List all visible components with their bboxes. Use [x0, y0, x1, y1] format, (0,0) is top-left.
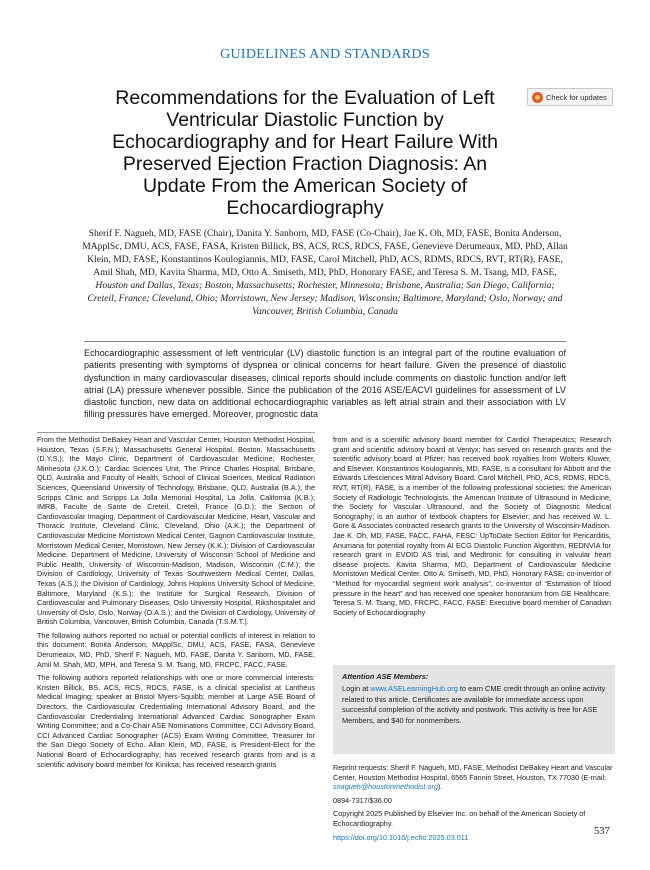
reprint-text: Reprint requests: Sherif F. Nagueh, MD, FASE, Methodist DeBakey Heart and Vascular Center, Houston Methodist Hospital, 6565 Fannin Street, Houston, TX 77030 (E-mail:	[333, 763, 613, 782]
footnotes-left-column	[37, 432, 315, 773]
ase-box-title: Attention ASE Members:	[342, 672, 429, 681]
ase-box-text	[342, 684, 606, 726]
doi-link[interactable]: https://doi.org/10.1016/j.echo.2025.03.011	[333, 832, 469, 842]
check-for-updates-label: Check for updates	[546, 92, 607, 102]
reprint-info	[333, 763, 615, 846]
reprint-text-end: ).	[437, 782, 443, 792]
no-conflicts-statement: The following authors reported no actual or potential conflicts of interest in relation to this document: Bonita Anderson, MApplSc, DMU, ACS, FASE, FASA, Genevieve Derumeaux, MD, PhD, Sherif F. Nagueh, MD, FASE, Danita Y. Sanborn, MD, FASE, Amil M. Shah, MD, MPH, and Teresa S. M. Tsang, MD, FRCPC, FACC, FASE.	[37, 630, 315, 669]
relationships-statement: The following authors reported relationships with one or more commercial interests: Kristen Billick, BS, ACS, RCS, RDCS, FASE, is a clinical specialist at Lantheus Medical Imaging; speaker at Bristol Myers-Squibb; member at Large ASE Board of Directors, the Cardiovascular Credentialing International Advisory Board, and the Cardiovascular Credentialing International Advanced Cardiac Sonographer Exam Writing Committee; and a Co-Chair ASE Nominations Committee, CCI Advisory Board, CCI Advanced Cardiac Sonographer (ACS) Exam Writing Committee, Treasurer for the San Diego Society of Echo. Allan Klein, MD, FASE, is President-Elect for the National Board of Echocardiography; has received research grants from and is a scientific advisory board member for Kiniksa; has received research grants	[37, 673, 315, 769]
copyright: Copyright 2025 Published by Elsevier Inc. on behalf of the American Society of Echocardiography.	[333, 809, 586, 828]
ase-members-box	[333, 665, 615, 754]
crossmark-icon	[532, 92, 543, 103]
abstract: Echocardiographic assessment of left ventricular (LV) diastolic function is an integral part of the routine evaluation of patients presenting with symptoms of dyspnea or clinical concerns for heart failure. Given the presence of diastolic dysfunction in many cardiovascular diseases, clinical reports should include comments on diastolic function and/or left atrial (LA) pressure whenever possible. Since the publication of the 2016 ASE/EACVI guidelines for assessment of LV diastolic function, new data on additional echocardiographic variables as left atrial strain and their association with LV filling pressures have emerged. Moreover, prognostic data	[84, 341, 566, 423]
reprint-requests	[333, 763, 615, 792]
article-title: Recommendations for the Evaluation of Left Ventricular Diastolic Function by Echocardiography and for Heart Failure With Preserved Ejection Fraction Diagnosis: An Update From the American Society of Echocardiography	[112, 87, 498, 219]
relationships-continued: from and is a scientific advisory board member for Cardiol Therapeutics; Research grant and scientific advisory board at Ventyx; has served on research grants and the scientific advisory board at Pfizer; has received book royalties from Wolters Kluwer, and Elsevier. Konstantinos Koulogiannis, MD, FASE, is a consultant for Abbott and the Edwards Lifesciences Mitral Advisory Board. Carol Mitchell, PhD, ACS, RDMS, RDCS, RVT, RT(R), FASE, is a member of the following professional societies: the American Society of Radiologic Technologists, the American Institute of Ultrasound in Medicine, the Society for Vascular Ultrasound, and the Society of Diagnostic Medical Sonography; is an author of textbook chapters for Elsevier; and has received W. L. Gore & Associates contracted research grants to the University of Wisconsin-Madison. Jae K. Oh, MD, FASE, FACC, FAHA, FESC: UpToDate Section Editor for Pericarditis, Anumana for potential royalty from AI ECG Diastolic Function Algorithm, REDNVIA for research grant in EVOID AS trial, and Medtronic for consulting in valvular heart disease projects. Kavita Sharma, MD, Department of Cardiovascular Medicine Morristown Medical Center. Otto A. Smiseth, MD, PhD, Honorary FASE: co-inventor of “Method for myocardial segment work analysis”, co-inventor of “Estimation of blood pressure in the heart” and has received one speaker honorarium from GE Healthcare. Teresa S. M. Tsang, MD, FRCPC, FACC, FASE: Executive board member of Canadian Society of Echocardiography	[333, 435, 611, 617]
ase-box-text-end: to earn CME credit through an online activity related to this article. Certificates are available for immediate access upon successful completion of the activity and postwork. This activity is free for ASE Members, and $40 for nonmembers.	[342, 684, 606, 725]
section-label: GUIDELINES AND STANDARDS	[220, 47, 430, 62]
footnotes-right-column	[333, 432, 611, 621]
ase-learning-hub-link[interactable]: www.ASELearningHub.org	[370, 684, 458, 694]
ase-box-text-start: Login at	[342, 684, 371, 694]
author-list	[82, 227, 568, 318]
issn: 0894-7317/$36.00	[333, 795, 392, 805]
page-number: 537	[594, 826, 610, 837]
affiliations: From the Methodist DeBakey Heart and Vascular Center, Houston Methodist Hospital, Houston, Texas (S.F.N.); Massachusetts General Hospital, Boston, Massachusetts (D.Y.S.); the Mayo Clinic, Department of Cardiovascular Medicine, Rochester, Minnesota (J.K.O.); Cardiac Sciences Unit, The Prince Charles Hospital, Brisbane, QLD, Australia and Faculty of Health, School of Clinical Sciences, Medical Radiation Sciences, Queensland University of Technology, Brisbane, QLD, Australia (B.A.); the Scripps Clinic and Scripps La Jolla Memorial Hospital, La Jolla, California (K.B.); IMRB, Faculte de Sante de Creteil, Creteil, France (G.D.); the Section of Cardiovascular Imaging, Department of Cardiovascular Medicine, Heart, Vascular and Thoracic Institute, Cleveland Clinic, Cleveland, Ohio (A.K.); the Department of Cardiovascular Medicine Morristown Medical Center, Gagnon Cardiovascular Institute, Morristown Medical Center, Morristown, New Jersey (K.K.); Division of Cardiovascular Medicine, Department of Medicine, University of Wisconsin School of Medicine and Public Health, University of Wisconsin-Madison, Madison, Wisconsin (C.M.); the Division of Cardiology, University of Texas Southwestern Medical Center, Dallas, Texas (A.S.); the Division of Cardiology, Johns Hopkins University School of Medicine, Baltimore, Maryland (K.S.); the Institute for Surgical Research, Division of Cardiovascular and Pulmonary Diseases, Oslo University Hospital, Rikshospitalet and University of Oslo, Oslo, Norway (O.A.S.); and the Division of Cardiology, University of British Columbia, Vancouver, British Columbia, Canada (T.S.M.T.).	[37, 435, 315, 627]
check-for-updates-button[interactable]	[527, 88, 613, 106]
reprint-email-link[interactable]: snagueh@houstonmethodist.org	[333, 782, 438, 792]
authors-names: Sherif F. Nagueh, MD, FASE (Chair), Danita Y. Sanborn, MD, FASE (Co-Chair), Jae K. Oh, MD, FASE, Bonita Anderson, MApplSc, DMU, ACS, FASE, FASA, Kristen Billick, BS, ACS, RCS, RDCS, FASE, Genevieve Derumeaux, MD, PhD, Allan Klein, MD, FASE, Konstantinos Koulogiannis, MD, FASE, Carol Mitchell, PhD, ACS, RDMS, RDCS, RVT, RT(R), FASE, Amil Shah, MD, Kavita Sharma, MD, Otto A. Smiseth, MD, PhD, Honorary FASE, and Teresa S. M. Tsang, MD, FASE,	[82, 228, 568, 278]
authors-locations: Houston and Dallas, Texas; Boston, Massachusetts; Rochester, Minnesota; Brisbane, Australia; San Diego, California; Creteil, France; Cleveland, Ohio; Morristown, New Jersey; Madison, Wisconsin; Baltimore, Maryland; Oslo, Norway; and Vancouver, British Columbia, Canada	[87, 280, 563, 317]
